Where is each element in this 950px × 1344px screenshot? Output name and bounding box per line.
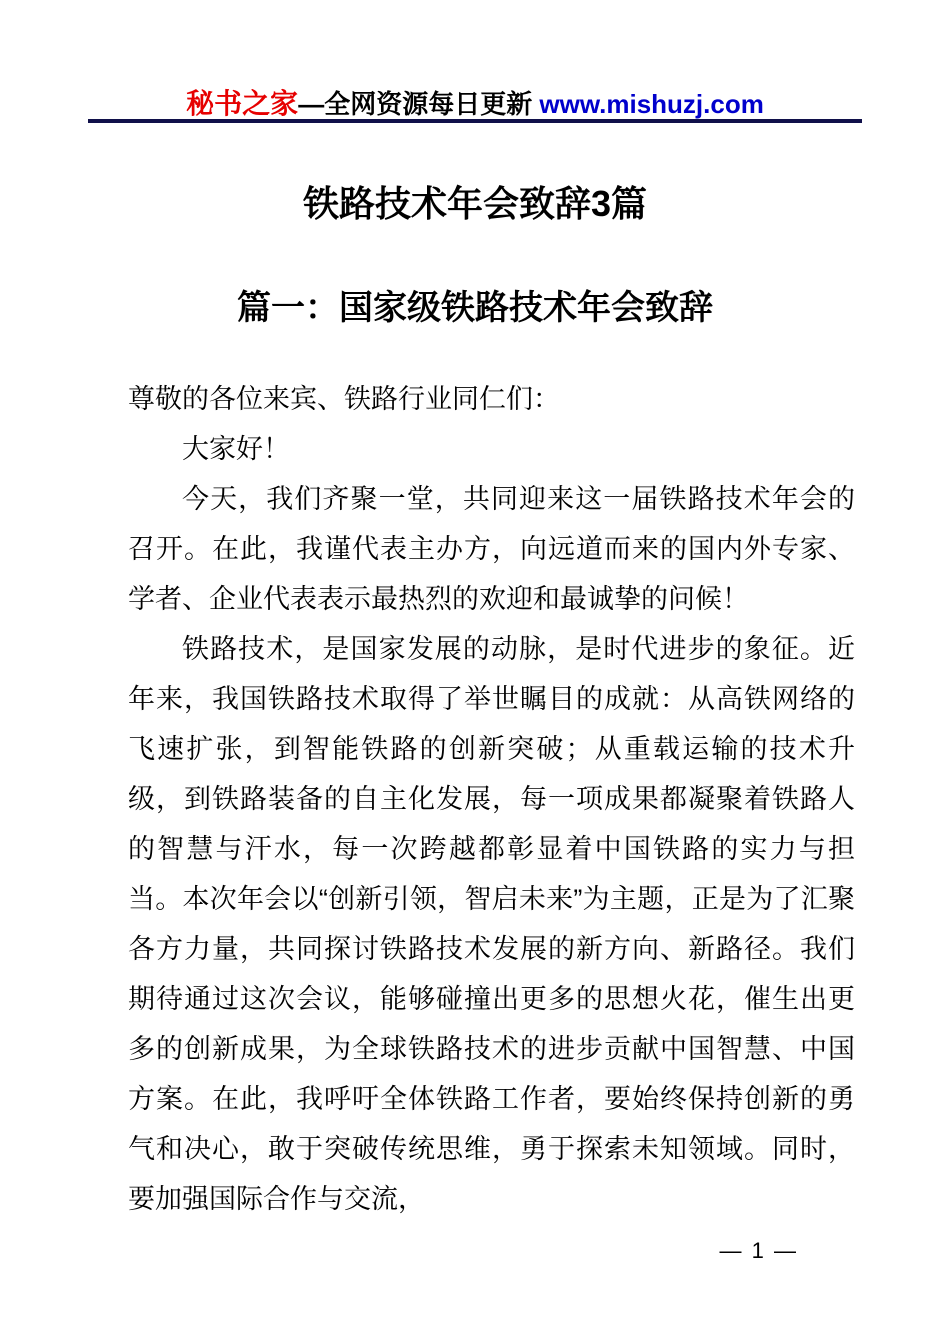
header-divider [88, 119, 862, 123]
site-header [0, 82, 950, 122]
paragraph: 今天，我们齐聚一堂，共同迎来这一届铁路技术年会的召开。在此，我谨代表主办方，向远道而来的国内外专家、学者、企业代表表示最热烈的欢迎和最诚挚的问候！ [128, 484, 855, 614]
brand-text: 秘书之家 [186, 88, 299, 119]
tagline-text: —全网资源每日更新 [298, 89, 540, 119]
paragraph: 铁路技术，是国家发展的动脉，是时代进步的象征。近年来，我国铁路技术取得了举世瞩目的成就：从高铁网络的飞速扩张，到智能铁路的创新突破；从重载运输的技术升级，到铁路装备的自主化发展，每一项成果都凝聚着铁路人的智慧与汗水，每一次跨越都彰显着中国铁路的实力与担当。本次年会以“创新引领，智启未来”为主题，正是为了汇聚各方力量，共同探讨铁路技术发展的新方向、新路径。我们期待通过这次会议，能够碰撞出更多的思想火花，催生出更多的创新成果，为全球铁路技术的进步贡献中国智慧、中国方案。在此，我呼吁全体铁路工作者，要始终保持创新的勇气和决心，敢于突破传统思维，勇于探索未知领域。同时，要加强国际合作与交流， [128, 634, 855, 1214]
page-number: — 1 — [719, 1238, 798, 1263]
document-title: 铁路技术年会致辞3篇 [302, 183, 648, 224]
section-heading: 篇一：国家级铁路技术年会致辞 [237, 289, 713, 327]
site-url: www.mishuzj.com [539, 89, 764, 119]
salutation-line: 尊敬的各位来宾、铁路行业同仁们： [128, 384, 560, 414]
document-body [128, 374, 855, 1224]
greeting-line: 大家好！ [182, 434, 290, 464]
